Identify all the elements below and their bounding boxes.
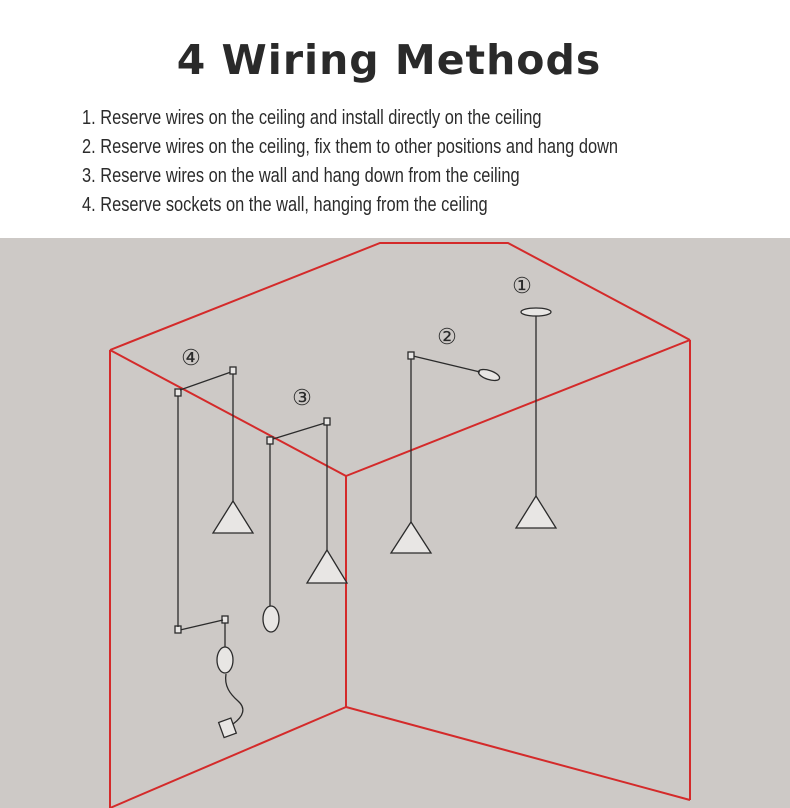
room-diagram (0, 238, 790, 808)
wire-clip-3a (267, 437, 273, 444)
page-title: 4 Wiring Methods (176, 36, 602, 84)
method-item-3: 3. Reserve wires on the wall and hang down from the ceiling (82, 165, 520, 187)
ceiling-canopy-1 (521, 308, 551, 316)
wire-clip-2 (408, 352, 414, 359)
wall-plate-3 (263, 606, 279, 632)
method-item-1: 1. Reserve wires on the ceiling and install directly on the ceiling (82, 107, 542, 129)
wire-clip-4b (175, 626, 181, 633)
method-item-2: 2. Reserve wires on the ceiling, fix them to other positions and hang down (82, 136, 619, 158)
wire-clip-3b (324, 418, 330, 425)
marker-3-label: ③ (292, 386, 312, 411)
marker-1-label: ① (512, 274, 532, 299)
marker-4-label: ④ (181, 346, 201, 371)
marker-2-label: ② (437, 325, 457, 350)
wire-clip-4a (222, 616, 228, 623)
wall-plate-4 (217, 647, 233, 673)
wire-clip-4d (230, 367, 236, 374)
method-item-4: 4. Reserve sockets on the wall, hanging from the ceiling (82, 194, 488, 216)
methods-list (82, 104, 736, 220)
diagram-background (0, 238, 790, 808)
header (0, 0, 790, 238)
